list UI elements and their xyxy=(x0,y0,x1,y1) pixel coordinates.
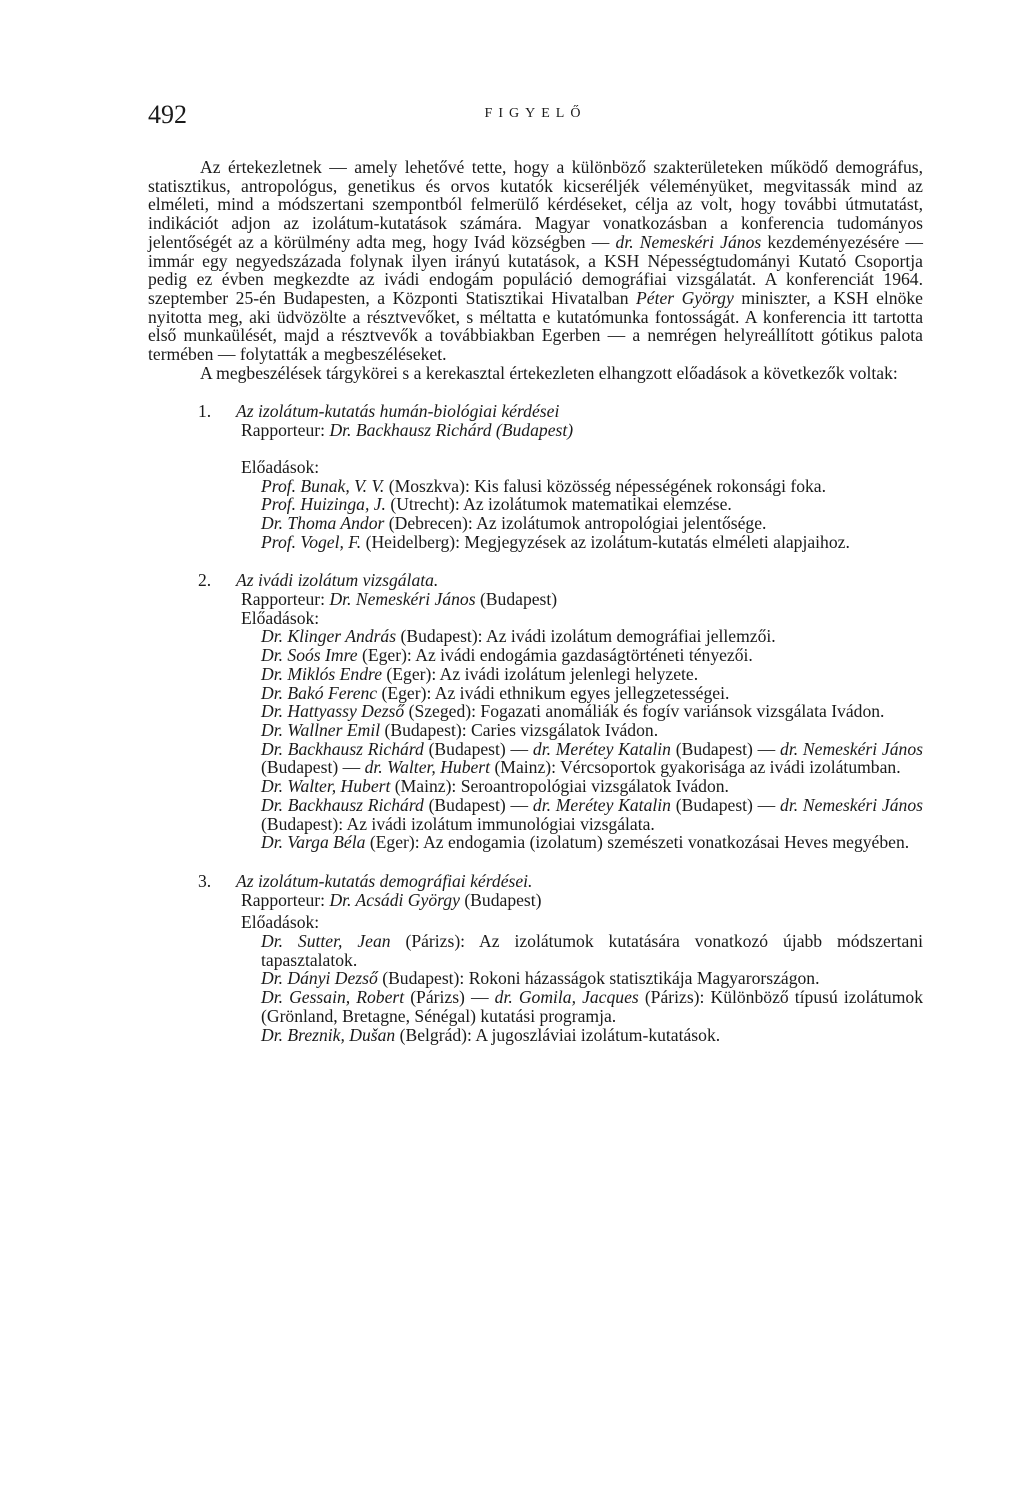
italic-name: Dr. Backhausz Richárd xyxy=(261,738,424,759)
italic-name: Prof. Vogel, F. xyxy=(261,531,362,552)
lecture-item xyxy=(148,721,923,740)
italic-name: dr. Nemeskéri János xyxy=(780,794,923,815)
italic-name: Péter György xyxy=(636,287,734,308)
italic-name: Dr. Soós Imre xyxy=(261,645,358,666)
italic-name: Dr. Sutter, Jean xyxy=(261,931,391,952)
lecture-item xyxy=(148,1026,923,1045)
text-run: (Moszkva): Kis falusi közösség népességének rokonsági foka. xyxy=(384,475,827,496)
session-section xyxy=(148,571,923,852)
text-run: (Debrecen): Az izolátumok antropológiai jelentősége. xyxy=(384,512,767,533)
italic-name: dr. Gomila, Jacques xyxy=(494,987,639,1008)
text-run: (Eger): Az endogamia (izolatum) szemészeti vonatkozásai Heves megyében. xyxy=(365,832,910,853)
italic-name: Dr. Varga Béla xyxy=(261,832,366,853)
lecture-item xyxy=(148,514,923,533)
text-run: (Budapest): Rokoni házasságok statisztikája Magyarországon. xyxy=(377,968,820,989)
lecture-item xyxy=(148,932,923,969)
italic-name: Dr. Wallner Emil xyxy=(261,719,381,740)
text-run: (Eger): Az ivádi endogámia gazdaságtörténeti tényezői. xyxy=(357,645,753,666)
lecture-item xyxy=(148,740,923,777)
lecture-item xyxy=(148,988,923,1025)
rapporteur-line xyxy=(148,590,923,609)
text-run: A megbeszélések tárgykörei s a kerekasztal értekezleten elhangzott előadások a következők voltak: xyxy=(200,362,898,383)
lecture-item xyxy=(148,646,923,665)
lecture-item xyxy=(148,969,923,988)
italic-name: dr. Nemeskéri János xyxy=(615,231,762,252)
session-title xyxy=(148,402,923,421)
lecture-item xyxy=(148,796,923,833)
text-run: (Mainz): Seroantropológiai vizsgálatok Ivádon. xyxy=(390,776,729,797)
text-run: (Párizs): Az izolátumok kutatására vonatkozó újabb módszertani tapasztalatok. xyxy=(261,931,924,970)
text-run: miniszter, a KSH elnöke nyitotta meg, aki üdvözölte a résztvevőket, s méltatta e kutatómunka fontosságát. A konferencia itt tartotta első munkaülését, majd a résztvevők a továbbiakban Egerben — a nemrégen helyreállított gótikus palota termében — folytatták a megbeszéléseket. xyxy=(148,287,923,365)
italic-name: Dr. Acsádi György xyxy=(329,889,460,910)
session-section xyxy=(148,872,923,1044)
text-run: (Budapest): Az ivádi izolátum demográfiai jellemzői. xyxy=(396,626,776,647)
lectures-label: Előadások: xyxy=(241,607,320,628)
italic-name: Dr. Breznik, Dušan xyxy=(261,1024,396,1045)
italic-name: Dr. Bakó Ferenc xyxy=(261,682,378,703)
italic-name: Dr. Backhausz Richárd xyxy=(261,794,424,815)
italic-name: Dr. Gessain, Robert xyxy=(261,987,405,1008)
text-run: kezdeményezésére — immár egy negyedszázada folynak ilyen irányú kutatások, a KSH Népességtudományi Kutató Csoportja pedig ez évben megkezdte az ivádi endogám populáció demográfiai vizsgálatát. A konferenciát 1964. szeptember 25-én Budapesten, a Központi Statisztikai Hivatalban xyxy=(148,231,923,308)
running-title: FIGYELŐ xyxy=(484,106,587,121)
session-number: 1. xyxy=(198,401,212,422)
article-body xyxy=(148,158,923,1044)
lecture-item xyxy=(148,477,923,496)
lectures-label: Előadások: xyxy=(241,912,320,933)
text-run: (Heidelberg): Megjegyzések az izolátum-kutatás elméleti alapjaihoz. xyxy=(361,531,850,552)
rapporteur-line xyxy=(148,891,923,910)
lecture-item xyxy=(148,627,923,646)
lecture-item xyxy=(148,702,923,721)
text-run: (Budapest) — xyxy=(423,794,533,815)
lecture-list xyxy=(148,477,923,552)
lecture-item xyxy=(148,777,923,796)
session-title xyxy=(148,872,923,891)
text-run: (Budapest) — xyxy=(261,757,365,778)
lecture-list xyxy=(148,627,923,851)
text-run: Rapporteur: xyxy=(241,420,330,441)
text-run: (Szeged): Fogazati anomáliák és fogív variánsok vizsgálata Ivádon. xyxy=(404,701,885,722)
italic-name: Dr. Walter, Hubert xyxy=(261,776,391,797)
text-run: (Budapest) — xyxy=(670,738,781,759)
page-header xyxy=(148,100,923,134)
text-run: (Budapest): Az ivádi izolátum immunológiai vizsgálata. xyxy=(261,813,655,834)
italic-name: Dr. Thoma Andor xyxy=(261,512,385,533)
text-run: (Párizs) — xyxy=(404,987,495,1008)
text-run: (Mainz): Vércsoportok gyakorisága az ivádi izolátumban. xyxy=(490,757,901,778)
text-run: Az értekezletnek — amely lehetővé tette, hogy a különböző szakterületeken működő demográfus, statisztikus, antropológus, genetikus és orvos kutatók kicseréljék véleményüket, megvitassák mind az elméleti, mind a módszertani szempontból felmerülő kérdéseket, célja az volt, hogy további útmutatást, indikációt adjon az izolátum-kutatások számára. Magyar vonatkozásban a konferencia tudományos jelentőségét az a körülmény adta meg, hogy Ivád községben — xyxy=(148,157,923,252)
session-number: 2. xyxy=(198,570,212,591)
text-run: (Budapest) — xyxy=(670,794,781,815)
session-title-text: Az izolátum-kutatás demográfiai kérdései. xyxy=(236,870,533,891)
text-run: (Utrecht): Az izolátumok matematikai elemzése. xyxy=(385,494,732,515)
page-number: 492 xyxy=(148,100,187,129)
session-title-text: Az izolátum-kutatás humán-biológiai kérdései xyxy=(236,401,560,422)
lectures-label: Előadások: xyxy=(241,456,320,477)
italic-name: Dr. Miklós Endre xyxy=(261,663,383,684)
italic-name: Dr. Hattyassy Dezső xyxy=(261,701,405,722)
italic-name: dr. Merétey Katalin xyxy=(532,794,671,815)
italic-name: Dr. Klinger András xyxy=(261,626,397,647)
italic-name: Prof. Bunak, V. V. xyxy=(261,475,385,496)
intro-paragraph xyxy=(148,364,923,383)
lecture-item xyxy=(148,495,923,514)
text-run: (Budapest) xyxy=(475,589,558,610)
lecture-item xyxy=(148,833,923,852)
lecture-item xyxy=(148,665,923,684)
rapporteur-line xyxy=(148,421,923,440)
session-section xyxy=(148,402,923,551)
text-run: (Belgrád): A jugoszláviai izolátum-kutatások. xyxy=(395,1024,721,1045)
text-run: (Budapest) xyxy=(459,889,542,910)
italic-name: Prof. Huizinga, J. xyxy=(261,494,386,515)
text-run: (Párizs): Különböző típusú izolátumok (Grönland, Bretagne, Sénégal) kutatási programja. xyxy=(261,987,923,1026)
italic-name: dr. Walter, Hubert xyxy=(364,757,491,778)
intro-paragraph xyxy=(148,158,923,364)
lecture-item xyxy=(148,684,923,703)
lecture-item xyxy=(148,533,923,552)
session-title xyxy=(148,571,923,590)
text-run: Rapporteur: xyxy=(241,589,330,610)
lecture-list xyxy=(148,932,923,1044)
italic-name: Dr. Dányi Dezső xyxy=(261,968,378,989)
italic-name: Dr. Nemeskéri János xyxy=(329,589,476,610)
text-run: (Eger): Az ivádi izolátum jelenlegi helyzete. xyxy=(382,663,699,684)
italic-name: Dr. Backhausz Richárd (Budapest) xyxy=(329,420,574,441)
session-title-text: Az ivádi izolátum vizsgálata. xyxy=(236,570,439,591)
italic-name: dr. Nemeskéri János xyxy=(780,738,923,759)
text-run: Rapporteur: xyxy=(241,889,330,910)
text-run: (Budapest): Caries vizsgálatok Ivádon. xyxy=(380,719,659,740)
session-number: 3. xyxy=(198,870,212,891)
text-run: (Budapest) — xyxy=(423,738,533,759)
italic-name: dr. Merétey Katalin xyxy=(532,738,671,759)
text-run: (Eger): Az ivádi ethnikum egyes jellegzetességei. xyxy=(377,682,730,703)
